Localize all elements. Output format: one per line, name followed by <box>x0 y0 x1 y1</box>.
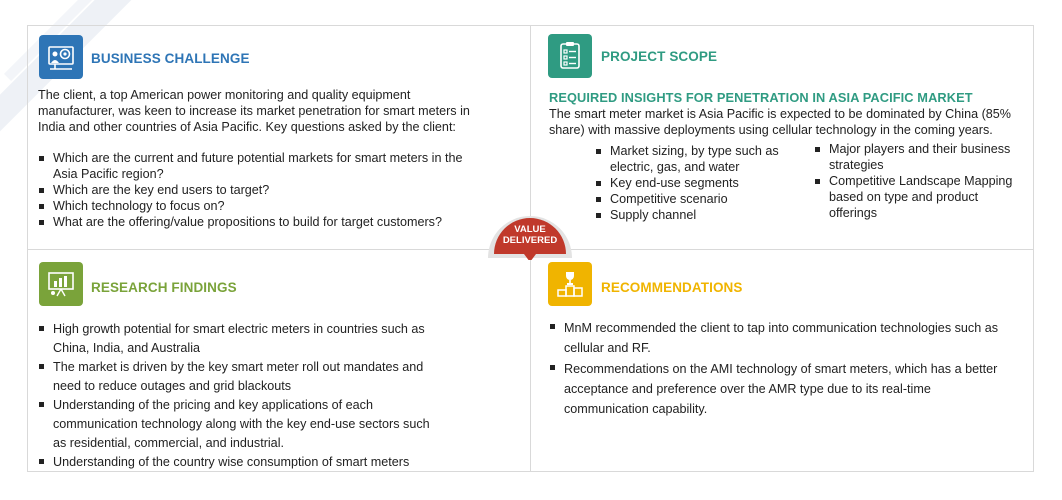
list-item: Major players and their business strategies <box>814 141 1024 173</box>
list-item: Competitive Landscape Mapping based on type and product offerings <box>814 173 1024 221</box>
list-item: Understanding of the country wise consumption of smart meters <box>38 453 443 472</box>
list-item: High growth potential for smart electric meters in countries such as China, India, and Australia <box>38 320 443 358</box>
business-challenge-questions <box>38 150 488 230</box>
list-item: Which are the key end users to target? <box>38 182 488 198</box>
research-findings-list <box>38 320 443 472</box>
trophy-podium-icon <box>548 262 592 306</box>
business-challenge-intro: The client, a top American power monitoring and quality equipment manufacturer, was keen to increase its market penetration for smart meters in India and other countries of Asia Pacific. Key questions asked by the client: <box>38 88 470 134</box>
badge-line1: VALUE <box>514 224 546 235</box>
badge-line2: DELIVERED <box>502 235 558 246</box>
list-item: Market sizing, by type such as electric, gas, and water <box>595 143 800 175</box>
presentation-chart-icon <box>39 262 83 306</box>
project-scope-list-left <box>595 143 800 223</box>
list-item: The market is driven by the key smart meter roll out mandates and need to reduce outages and grid blackouts <box>38 358 443 396</box>
project-scope-intro: The smart meter market is Asia Pacific is expected to be dominated by China (85% share) with massive deployments using cellular technology in the coming years. <box>549 107 1011 137</box>
recommendations-title: RECOMMENDATIONS <box>601 280 743 295</box>
business-challenge-title: BUSINESS CHALLENGE <box>91 51 250 66</box>
gear-person-icon <box>39 35 83 79</box>
list-item: MnM recommended the client to tap into communication technologies such as cellular and RF. <box>549 318 1011 358</box>
list-item: Recommendations on the AMI technology of smart meters, which has a better acceptance and preference over the AMR type due to its real-time communication capability. <box>549 359 1011 419</box>
project-scope-list-right <box>814 141 1024 221</box>
checklist-icon <box>548 34 592 78</box>
project-scope-subtitle: REQUIRED INSIGHTS FOR PENETRATION IN ASIA PACIFIC MARKET <box>549 90 973 105</box>
recommendations-list <box>549 318 1011 419</box>
value-delivered-badge <box>480 200 580 260</box>
list-item: Which are the current and future potential markets for smart meters in the Asia Pacific region? <box>38 150 488 182</box>
list-item: Understanding of the pricing and key applications of each communication technology along with the key end-use sectors such as residential, commercial, and industrial. <box>38 396 443 453</box>
project-scope-title: PROJECT SCOPE <box>601 49 718 64</box>
list-item: What are the offering/value propositions to build for target customers? <box>38 214 488 230</box>
list-item: Key end-use segments <box>595 175 800 191</box>
list-item: Competitive scenario <box>595 191 800 207</box>
list-item: Supply channel <box>595 207 800 223</box>
list-item: Which technology to focus on? <box>38 198 488 214</box>
research-findings-title: RESEARCH FINDINGS <box>91 280 237 295</box>
